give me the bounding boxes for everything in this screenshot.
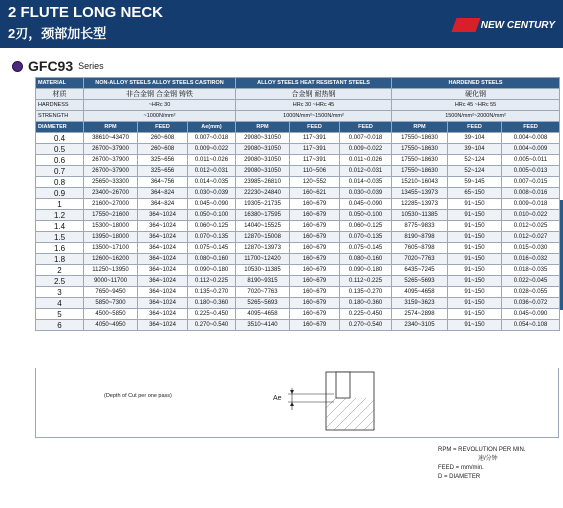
table-cell: 7605~8798 bbox=[392, 243, 448, 254]
subheader-cell: RPM bbox=[84, 122, 138, 133]
arrow-down-icon bbox=[290, 390, 294, 394]
table-cell: 0.060~0.125 bbox=[188, 221, 236, 232]
table-cell: 23400~26700 bbox=[84, 188, 138, 199]
subheader-row bbox=[36, 122, 560, 133]
table-cell: 0.054~0.108 bbox=[502, 320, 560, 331]
diameter-cell: 6 bbox=[36, 320, 84, 331]
table-cell: 364~1024 bbox=[138, 265, 188, 276]
diameter-cell: 0.9 bbox=[36, 188, 84, 199]
table-cell: 14040~15525 bbox=[236, 221, 290, 232]
table-cell: 0.008~0.016 bbox=[502, 188, 560, 199]
group-hardness: HRc 45 ~HRc 55 bbox=[392, 100, 560, 111]
table-cell: 0.014~0.035 bbox=[188, 177, 236, 188]
table-cell: 4095~4658 bbox=[392, 287, 448, 298]
table-cell: 15210~16043 bbox=[392, 177, 448, 188]
series-word: Series bbox=[78, 61, 104, 71]
brand-name: NEW CENTURY bbox=[480, 19, 555, 31]
table-cell: 0.075~0.145 bbox=[340, 243, 392, 254]
subheader-cell: FEED bbox=[448, 122, 502, 133]
table-cell: 4050~4950 bbox=[84, 320, 138, 331]
table-cell: 91~150 bbox=[448, 210, 502, 221]
table-cell: 160~679 bbox=[290, 254, 340, 265]
strength-row bbox=[36, 111, 560, 122]
table-cell: 117~391 bbox=[290, 155, 340, 166]
table-cell: 160~621 bbox=[290, 188, 340, 199]
table-cell: 91~150 bbox=[448, 287, 502, 298]
table-cell: 0.112~0.225 bbox=[340, 276, 392, 287]
table-cell: 0.005~0.013 bbox=[502, 166, 560, 177]
group-header: ALLOY STEELS HEAT RESISTANT STEELS bbox=[236, 78, 392, 89]
table-cell: 9000~11700 bbox=[84, 276, 138, 287]
table-cell: 160~679 bbox=[290, 320, 340, 331]
diameter-cell: 0.7 bbox=[36, 166, 84, 177]
diameter-cell: 4 bbox=[36, 298, 84, 309]
table-row bbox=[36, 133, 560, 144]
table-cell: 22230~24840 bbox=[236, 188, 290, 199]
table-cell: 0.012~0.031 bbox=[188, 166, 236, 177]
table-cell: 17550~18630 bbox=[392, 144, 448, 155]
hardness-row bbox=[36, 100, 560, 111]
table-cell: 0.012~0.025 bbox=[502, 221, 560, 232]
table-cell: 110~506 bbox=[290, 166, 340, 177]
hatch-pattern bbox=[326, 398, 374, 430]
table-cell: 8190~9315 bbox=[236, 276, 290, 287]
table-cell: 91~150 bbox=[448, 254, 502, 265]
table-cell: 0.011~0.026 bbox=[188, 155, 236, 166]
diameter-cell: 0.5 bbox=[36, 144, 84, 155]
table-cell: 364~1024 bbox=[138, 298, 188, 309]
table-cell: 13455~13973 bbox=[392, 188, 448, 199]
table-cell: 91~150 bbox=[448, 320, 502, 331]
diameter-cell: 1 bbox=[36, 199, 84, 210]
table-cell: 160~679 bbox=[290, 243, 340, 254]
table-cell: 7020~7763 bbox=[236, 287, 290, 298]
table-cell: 91~150 bbox=[448, 243, 502, 254]
table-row bbox=[36, 232, 560, 243]
table-row bbox=[36, 309, 560, 320]
diameter-cell: 1.2 bbox=[36, 210, 84, 221]
table-cell: 0.180~0.360 bbox=[340, 298, 392, 309]
diameter-cell: 1.8 bbox=[36, 254, 84, 265]
table-cell: 0.135~0.270 bbox=[188, 287, 236, 298]
table-cell: 0.009~0.022 bbox=[188, 144, 236, 155]
table-cell: 0.080~0.160 bbox=[340, 254, 392, 265]
table-cell: 160~679 bbox=[290, 298, 340, 309]
table-cell: 364~1024 bbox=[138, 254, 188, 265]
table-cell: 3159~3623 bbox=[392, 298, 448, 309]
table-cell: 0.007~0.018 bbox=[188, 133, 236, 144]
table-cell: 2574~2898 bbox=[392, 309, 448, 320]
group-header: NON-ALLOY STEELS ALLOY STEELS CASTIRON bbox=[84, 78, 236, 89]
group-strength: 1000N/mm²~1500N/mm² bbox=[236, 111, 392, 122]
diameter-cell: 5 bbox=[36, 309, 84, 320]
table-cell: 160~679 bbox=[290, 221, 340, 232]
ae-diagram bbox=[36, 368, 560, 438]
table-row bbox=[36, 155, 560, 166]
table-row bbox=[36, 188, 560, 199]
table-cell: 325~656 bbox=[138, 166, 188, 177]
table-cell: 364~1024 bbox=[138, 276, 188, 287]
table-cell: 38610~43470 bbox=[84, 133, 138, 144]
group-hardness: HRc 30 ~HRc 45 bbox=[236, 100, 392, 111]
hardness-label: HARDNESS bbox=[36, 100, 84, 111]
table-cell: 91~150 bbox=[448, 276, 502, 287]
table-cell: 52~124 bbox=[448, 166, 502, 177]
subheader-cell: RPM bbox=[236, 122, 290, 133]
table-cell: 0.135~0.270 bbox=[340, 287, 392, 298]
table-cell: 0.045~0.090 bbox=[340, 199, 392, 210]
diameter-cell: 0.8 bbox=[36, 177, 84, 188]
table-cell: 120~552 bbox=[290, 177, 340, 188]
table-cell: 0.030~0.039 bbox=[340, 188, 392, 199]
table-cell: 0.090~0.180 bbox=[340, 265, 392, 276]
table-cell: 364~1024 bbox=[138, 210, 188, 221]
table-cell: 29080~31050 bbox=[236, 166, 290, 177]
table-cell: 39~104 bbox=[448, 133, 502, 144]
table-cell: 12285~13973 bbox=[392, 199, 448, 210]
table-row bbox=[36, 210, 560, 221]
table-cell: 0.005~0.011 bbox=[502, 155, 560, 166]
footnote-line: RPM = REVOLUTION PER MIN. bbox=[438, 447, 526, 453]
table-cell: 52~124 bbox=[448, 155, 502, 166]
table-cell: 91~150 bbox=[448, 221, 502, 232]
table-row bbox=[36, 320, 560, 331]
table-cell: 26700~37900 bbox=[84, 166, 138, 177]
table-cell: 4500~5850 bbox=[84, 309, 138, 320]
diameter-cell: 0.6 bbox=[36, 155, 84, 166]
diameter-cell: 1.6 bbox=[36, 243, 84, 254]
diameter-cell: 1.5 bbox=[36, 232, 84, 243]
table-cell: 160~679 bbox=[290, 287, 340, 298]
table-cell: 17550~18630 bbox=[392, 166, 448, 177]
table-cell: 0.014~0.035 bbox=[340, 177, 392, 188]
table-cell: 0.225~0.450 bbox=[188, 309, 236, 320]
group-strength: ~1000N/mm² bbox=[84, 111, 236, 122]
table-cell: 91~150 bbox=[448, 232, 502, 243]
table-cell: 17550~18630 bbox=[392, 133, 448, 144]
table-cell: 325~656 bbox=[138, 155, 188, 166]
strength-label: STRENGTH bbox=[36, 111, 84, 122]
table-cell: 117~391 bbox=[290, 133, 340, 144]
subheader-cell: Ae(mm) bbox=[188, 122, 236, 133]
table-row bbox=[36, 287, 560, 298]
table-cell: 0.004~0.008 bbox=[502, 133, 560, 144]
table-cell: 364~824 bbox=[138, 188, 188, 199]
table-cell: 15300~18000 bbox=[84, 221, 138, 232]
table-cell: 0.060~0.125 bbox=[340, 221, 392, 232]
table-cell: 13950~18000 bbox=[84, 232, 138, 243]
table-cell: 11250~13950 bbox=[84, 265, 138, 276]
table-cell: 117~391 bbox=[290, 144, 340, 155]
table-cell: 160~679 bbox=[290, 265, 340, 276]
table-cell: 59~145 bbox=[448, 177, 502, 188]
diameter-cell: 1.4 bbox=[36, 221, 84, 232]
table-cell: 0.009~0.018 bbox=[502, 199, 560, 210]
table-cell: 364~1024 bbox=[138, 309, 188, 320]
footnote-line: D = DIAMETER bbox=[438, 474, 481, 480]
group-hardness: ~HRc 30 bbox=[84, 100, 236, 111]
table-cell: 91~150 bbox=[448, 309, 502, 320]
footnote-line: 速/分钟 bbox=[478, 456, 498, 462]
table-cell: 160~679 bbox=[290, 276, 340, 287]
table-cell: 364~1024 bbox=[138, 287, 188, 298]
brand-mark-icon bbox=[451, 18, 480, 32]
table-row bbox=[36, 177, 560, 188]
table-cell: 0.009~0.022 bbox=[340, 144, 392, 155]
series-bullet-icon bbox=[12, 61, 23, 72]
table-row bbox=[36, 221, 560, 232]
table-cell: 5850~7300 bbox=[84, 298, 138, 309]
material-cn-row bbox=[36, 89, 560, 100]
depth-of-cut-panel bbox=[35, 368, 559, 438]
table-cell: 0.007~0.018 bbox=[340, 133, 392, 144]
table-cell: 17550~21600 bbox=[84, 210, 138, 221]
series-code: GFC93 bbox=[28, 58, 74, 74]
table-cell: 0.070~0.135 bbox=[188, 232, 236, 243]
table-cell: 16380~17595 bbox=[236, 210, 290, 221]
table-cell: 13500~17100 bbox=[84, 243, 138, 254]
table-cell: 0.090~0.180 bbox=[188, 265, 236, 276]
arrow-up-icon bbox=[290, 402, 294, 406]
diameter-cell: 2.5 bbox=[36, 276, 84, 287]
table-cell: 91~150 bbox=[448, 199, 502, 210]
table-cell: 0.016~0.032 bbox=[502, 254, 560, 265]
table-cell: 29080~31050 bbox=[236, 144, 290, 155]
subheader-cell: RPM bbox=[392, 122, 448, 133]
table-cell: 0.270~0.540 bbox=[188, 320, 236, 331]
cutting-data-table bbox=[35, 77, 560, 331]
table-cell: 21600~27000 bbox=[84, 199, 138, 210]
table-cell: 0.080~0.160 bbox=[188, 254, 236, 265]
table-cell: 4095~4658 bbox=[236, 309, 290, 320]
table-cell: 23985~26810 bbox=[236, 177, 290, 188]
footnotes bbox=[438, 446, 526, 482]
brand-logo bbox=[454, 18, 555, 32]
diameter-label: DIAMETER bbox=[36, 122, 84, 133]
slot-cut bbox=[336, 372, 350, 398]
subheader-cell: FEED bbox=[502, 122, 560, 133]
table-cell: 364~1024 bbox=[138, 320, 188, 331]
subheader-cell: FEED bbox=[290, 122, 340, 133]
table-cell: 26700~37900 bbox=[84, 155, 138, 166]
table-cell: 0.028~0.055 bbox=[502, 287, 560, 298]
table-cell: 0.030~0.039 bbox=[188, 188, 236, 199]
ae-label: Ae bbox=[273, 395, 282, 402]
table-cell: 29080~31050 bbox=[236, 155, 290, 166]
table-cell: 91~150 bbox=[448, 265, 502, 276]
table-cell: 25650~33300 bbox=[84, 177, 138, 188]
table-cell: 0.070~0.135 bbox=[340, 232, 392, 243]
table-cell: 8775~9833 bbox=[392, 221, 448, 232]
table-cell: 260~608 bbox=[138, 133, 188, 144]
table-cell: 0.050~0.100 bbox=[340, 210, 392, 221]
table-cell: 17550~18630 bbox=[392, 155, 448, 166]
table-cell: 0.007~0.015 bbox=[502, 177, 560, 188]
table-cell: 2340~3105 bbox=[392, 320, 448, 331]
footnote-line: FEED = mm/min. bbox=[438, 465, 484, 471]
group-cn: 合金钢 耐热钢 bbox=[236, 89, 392, 100]
table-cell: 0.225~0.450 bbox=[340, 309, 392, 320]
group-strength: 1500N/mm²~2000N/mm² bbox=[392, 111, 560, 122]
diameter-cell: 0.4 bbox=[36, 133, 84, 144]
table-cell: 65~150 bbox=[448, 188, 502, 199]
table-cell: 160~679 bbox=[290, 309, 340, 320]
table-row bbox=[36, 166, 560, 177]
page-title: 2 FLUTE LONG NECK bbox=[8, 4, 164, 21]
table-cell: 26700~37900 bbox=[84, 144, 138, 155]
table-cell: 160~679 bbox=[290, 199, 340, 210]
group-cn: 硬化钢 bbox=[392, 89, 560, 100]
group-header: HARDENED STEELS bbox=[392, 78, 560, 89]
table-cell: 12870~15008 bbox=[236, 232, 290, 243]
table-cell: 10530~11385 bbox=[392, 210, 448, 221]
table-cell: 10530~11385 bbox=[236, 265, 290, 276]
table-cell: 0.012~0.027 bbox=[502, 232, 560, 243]
subheader-cell: FEED bbox=[340, 122, 392, 133]
table-cell: 91~150 bbox=[448, 298, 502, 309]
table-cell: 160~679 bbox=[290, 210, 340, 221]
table-row bbox=[36, 276, 560, 287]
table-row bbox=[36, 144, 560, 155]
group-cn: 非合金钢 合金钢 铸铁 bbox=[84, 89, 236, 100]
table-cell: 0.045~0.090 bbox=[502, 309, 560, 320]
table-cell: 12870~13973 bbox=[236, 243, 290, 254]
table-row bbox=[36, 243, 560, 254]
table-cell: 160~679 bbox=[290, 232, 340, 243]
table-cell: 0.011~0.026 bbox=[340, 155, 392, 166]
table-row bbox=[36, 298, 560, 309]
table-cell: 12600~16200 bbox=[84, 254, 138, 265]
table-row bbox=[36, 265, 560, 276]
table-cell: 0.022~0.045 bbox=[502, 276, 560, 287]
subheader-cell: FEED bbox=[138, 122, 188, 133]
table-cell: 0.075~0.145 bbox=[188, 243, 236, 254]
table-cell: 0.112~0.225 bbox=[188, 276, 236, 287]
table-cell: 11700~12420 bbox=[236, 254, 290, 265]
table-cell: 0.180~0.360 bbox=[188, 298, 236, 309]
table-cell: 39~104 bbox=[448, 144, 502, 155]
table-cell: 0.045~0.090 bbox=[188, 199, 236, 210]
material-label: MATERIAL bbox=[36, 78, 84, 89]
table-cell: 364~1024 bbox=[138, 232, 188, 243]
table-cell: 8190~8798 bbox=[392, 232, 448, 243]
material-row bbox=[36, 78, 560, 89]
table-cell: 0.018~0.035 bbox=[502, 265, 560, 276]
table-cell: 0.036~0.072 bbox=[502, 298, 560, 309]
table-cell: 364~1024 bbox=[138, 221, 188, 232]
diameter-cell: 2 bbox=[36, 265, 84, 276]
table-cell: 7650~9450 bbox=[84, 287, 138, 298]
table-cell: 0.004~0.009 bbox=[502, 144, 560, 155]
table-cell: 6435~7245 bbox=[392, 265, 448, 276]
table-row bbox=[36, 199, 560, 210]
depth-caption: (Depth of Cut per one pass) bbox=[104, 393, 172, 399]
table-cell: 0.012~0.031 bbox=[340, 166, 392, 177]
table-row bbox=[36, 254, 560, 265]
table-cell: 260~608 bbox=[138, 144, 188, 155]
table-cell: 0.050~0.100 bbox=[188, 210, 236, 221]
page-subtitle-cn: 2刃，颈部加长型 bbox=[8, 26, 107, 41]
table-cell: 29080~31050 bbox=[236, 133, 290, 144]
table-cell: 7020~7763 bbox=[392, 254, 448, 265]
table-cell: 0.015~0.030 bbox=[502, 243, 560, 254]
table-cell: 364~756 bbox=[138, 177, 188, 188]
table-cell: 364~824 bbox=[138, 199, 188, 210]
table-cell: 19305~21735 bbox=[236, 199, 290, 210]
table-cell: 5265~5693 bbox=[236, 298, 290, 309]
series-heading bbox=[12, 58, 104, 74]
material-cn-label: 材质 bbox=[36, 89, 84, 100]
table-cell: 0.270~0.540 bbox=[340, 320, 392, 331]
table-cell: 364~1024 bbox=[138, 243, 188, 254]
diameter-cell: 3 bbox=[36, 287, 84, 298]
table-cell: 3510~4140 bbox=[236, 320, 290, 331]
table-cell: 0.010~0.022 bbox=[502, 210, 560, 221]
table-cell: 5265~5693 bbox=[392, 276, 448, 287]
